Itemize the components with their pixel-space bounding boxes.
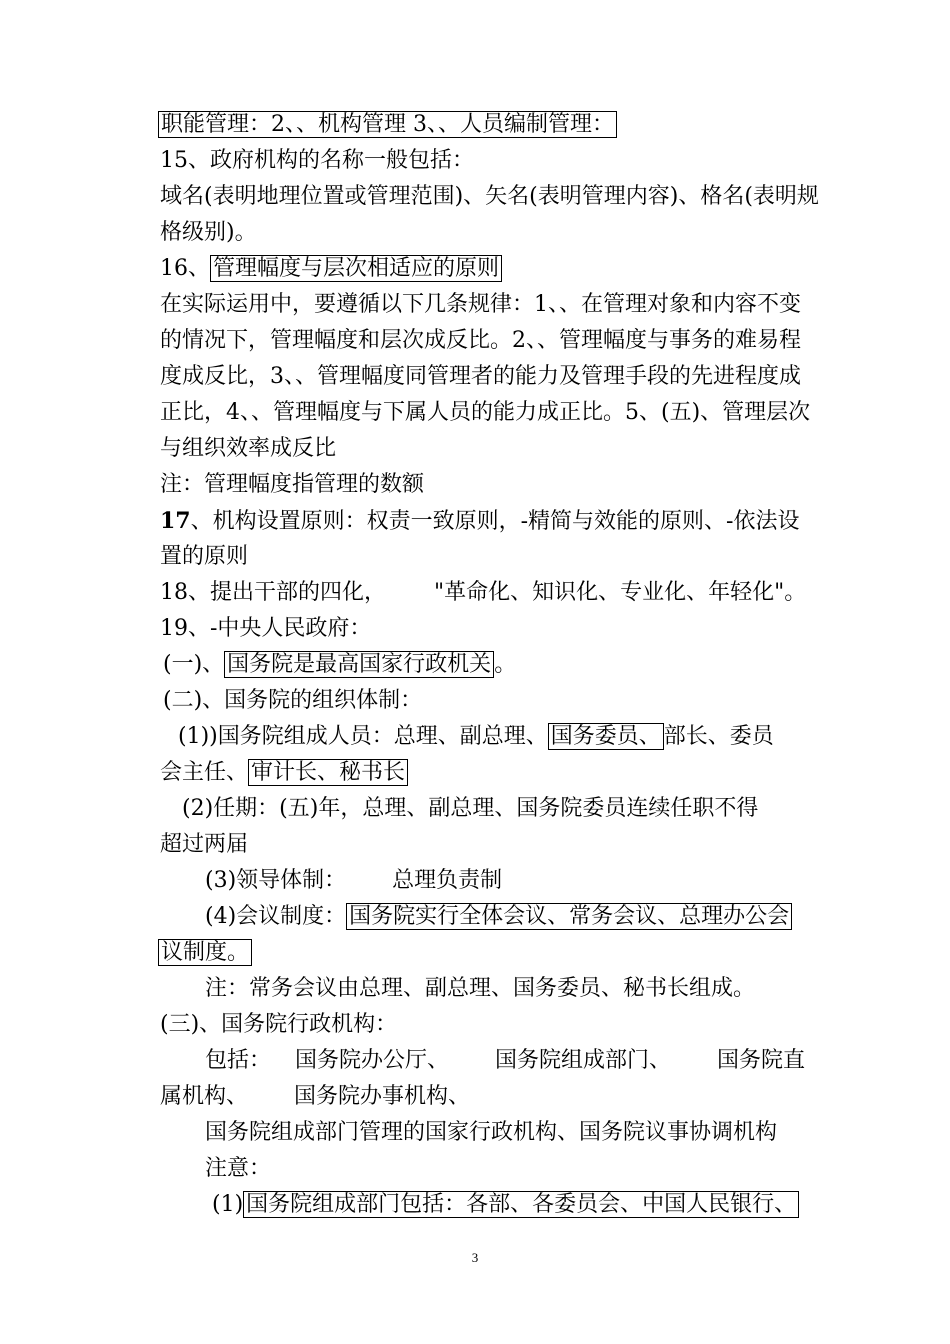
text-line: 域名(表明地理位置或管理范围)、矢名(表明管理内容)、格名(表明规 [160,184,819,209]
boxed-text: 管理幅度与层次相适应的原则 [210,255,502,282]
text-line [163,650,516,680]
boxed-text: 国务院组成部门包括：各部、各委员会、中国人民银行、 [243,1191,799,1218]
boxed-text: 国务院是最高国家行政机关 [224,651,494,678]
text-line: 的情况下，管理幅度和层次成反比。2、、管理幅度与事务的难易程 [160,328,801,353]
text-line: 格级别)。 [160,220,257,245]
line-text: 会主任、 [160,760,249,785]
line-text: 包括： [205,1048,272,1073]
text-line [160,578,806,608]
text-line: 置的原则 [160,544,249,569]
text-line [158,938,252,968]
text-line [160,254,502,284]
boxed-text: 议制度。 [158,939,252,966]
text-line [205,1046,805,1076]
item-number: 17 [160,508,191,534]
line-text: (一)、 [163,652,225,677]
line-text: (1))国务院组成人员：总理、副总理、 [178,724,548,749]
line-text: 国务院直 [717,1048,806,1073]
line-text: 属机构、 [160,1084,249,1109]
text-line: (2)任期：(五)年，总理、副总理、国务院委员连续任职不得 [182,796,759,821]
text-line: 注：管理幅度指管理的数额 [160,472,425,497]
text-line [160,758,408,788]
text-line [160,1082,470,1112]
boxed-text: 职能管理：2、、机构管理 3、、人员编制管理： [158,111,617,138]
text-line [212,1190,799,1220]
text-line [205,902,792,932]
item-number: 16、 [160,256,210,281]
line-text: 、机构设置原则：权责一致原则，-精简与效能的原则、-依法设 [190,509,800,534]
text-line: (二)、国务院的组织体制： [163,688,423,713]
line-text: (4)会议制度： [205,904,347,929]
line-text: 。 [494,652,517,677]
line-text: 国务院办事机构、 [294,1084,471,1109]
text-line [178,722,774,752]
text-line: 与组织效率成反比 [160,436,337,461]
line-text: 部长、委员 [663,724,774,749]
text-line: 15、政府机构的名称一般包括： [160,148,474,173]
line-text: 总理负责制 [392,868,503,893]
text-line: 国务院组成部门管理的国家行政机构、国务院议事协调机构 [205,1120,778,1145]
text-line: 度成反比，3、、管理幅度同管理者的能力及管理手段的先进程度成 [160,364,801,389]
line-text: 国务院办公厅、 [295,1048,450,1073]
text-line: 超过两届 [160,832,249,857]
text-line: 注意： [205,1156,272,1181]
line-text: 国务院组成部门、 [495,1048,672,1073]
boxed-text: 国务院实行全体会议、常务会议、总理办公会 [346,903,792,930]
text-line [205,866,502,896]
text-line: 注：常务会议由总理、副总理、国务委员、秘书长组成。 [205,976,756,1001]
boxed-text: 国务委员、 [548,723,664,750]
line-text: "革命化、知识化、专业化、年轻化"。 [434,580,807,605]
page-number: 3 [471,1250,479,1265]
line-text: (3)领导体制： [205,868,347,893]
text-line [160,506,800,537]
line-text: (1) [212,1192,244,1217]
text-line: 19、-中央人民政府： [160,616,372,641]
line-text: 18、提出干部的四化， [160,580,386,605]
text-line: (三)、国务院行政机构： [160,1012,398,1037]
text-line: 在实际运用中，要遵循以下几条规律：1、、在管理对象和内容不变 [160,292,801,317]
boxed-text: 审计长、秘书长 [248,759,408,786]
text-line [158,110,617,140]
text-line: 正比，4、、管理幅度与下属人员的能力成正比。5、(五)、管理层次 [160,400,811,425]
